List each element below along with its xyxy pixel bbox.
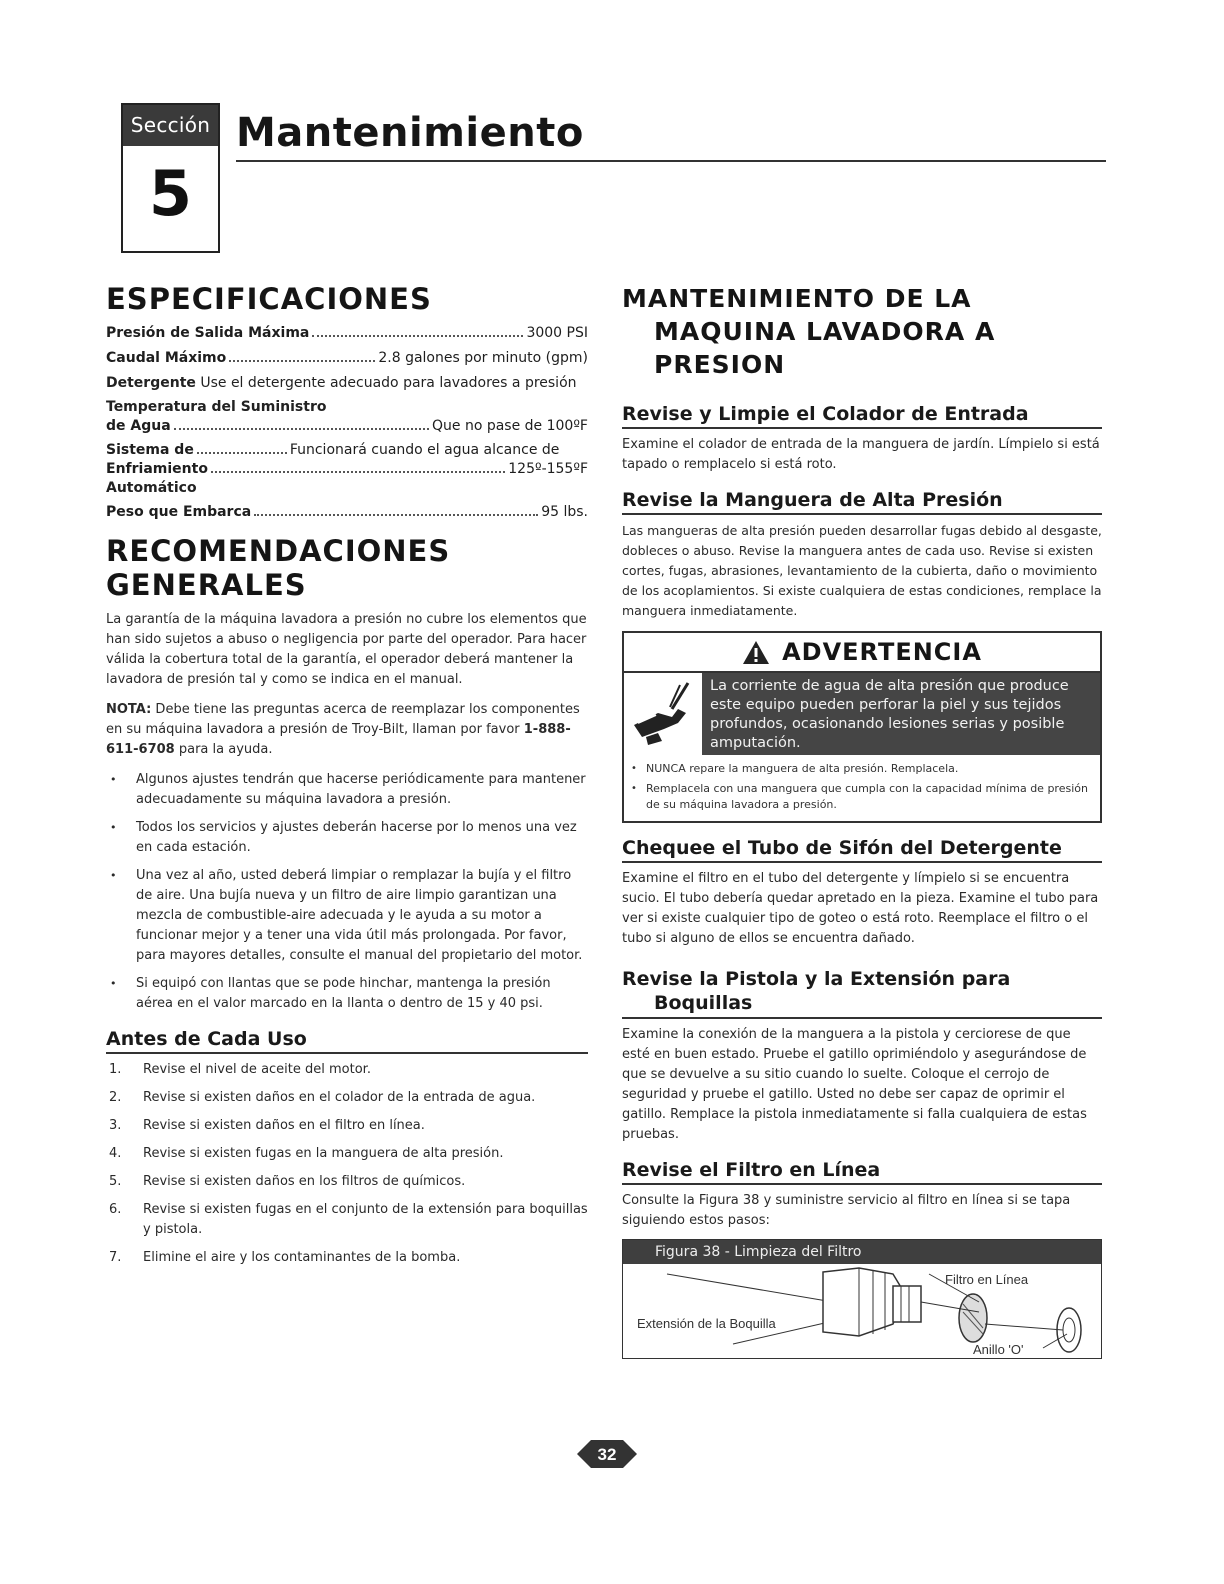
recommendations-list — [106, 770, 588, 1014]
maintenance-heading: MANTENIMIENTO DE LA MAQUINA LAVADORA A PRESION — [622, 284, 996, 379]
spec-value: Que no pase de 100ºF — [432, 418, 588, 434]
filter-diagram — [623, 1264, 1101, 1356]
section-badge — [121, 103, 220, 253]
warning-message: La corriente de agua de alta presión que produce este equipo pueden perforar la piel y sus tejidos profundos, ocasionando lesiones serias y posible amputación. — [702, 673, 1100, 755]
spec-label: Peso que Embarca — [106, 504, 252, 520]
title-divider — [236, 160, 1106, 162]
list-item: • Remplacela con una manguera que cumpla con la capacidad mínima de presión de su máquina lavadora a presión. — [628, 781, 1096, 813]
list-item: 7. Elimine el aire y los contaminantes de la bomba. — [109, 1250, 461, 1265]
strainer-heading: Revise y Limpie el Colador de Entrada — [622, 403, 1102, 429]
spec-row — [106, 374, 588, 393]
list-item: 3. Revise si existen daños en el filtro en línea. — [109, 1118, 425, 1133]
gun-text: Examine la conexión de la manguera a la pistola y cerciorese de que esté en buen estado. Pruebe el gatillo oprimiéndolo y asegurándose de que se devuelve a su sitio cuando lo suelte. Coloque el cerrojo de seguridad y pruebe el gatillo. Usted no debe ser capaz de oprimir el gatillo. Remplace la pistola inmediatamente si falla cualquiera de estas pruebas. — [622, 1027, 1087, 1142]
spec-row — [106, 503, 588, 522]
list-item: 4. Revise si existen fugas en la manguera de alta presión. — [109, 1146, 504, 1161]
page-title: Mantenimiento — [236, 110, 584, 156]
spec-value: 2.8 galones por minuto (gpm) — [378, 350, 588, 366]
spec-label: Enfriamiento — [106, 461, 208, 477]
recommendations-heading: RECOMENDACIONES GENERALES — [106, 534, 451, 602]
left-column — [106, 282, 588, 1276]
specs-heading: ESPECIFICACIONES — [106, 282, 432, 316]
spec-label: Presión de Salida Máxima — [106, 325, 310, 341]
spec-row — [106, 324, 588, 343]
figure-title: Figura 38 - Limpieza del Filtro — [623, 1240, 1101, 1264]
list-item: • Algunos ajustes tendrán que hacerse periódicamente para mantener adecuadamente su máquina lavadora a presión. — [106, 770, 588, 810]
strainer-text: Examine el colador de entrada de la manguera de jardín. Límpielo si está tapado o remplacelo si está roto. — [622, 437, 1100, 472]
spec-row — [106, 349, 588, 368]
note-label: NOTA: — [106, 702, 152, 717]
hose-text: Las mangueras de alta presión pueden desarrollar fugas debido al desgaste, dobleces o abuso. Revise la manguera antes de cada uso. Revise si existen cortes, fugas, abrasiones, levantamiento de la cubierta, daño o movimiento de los acoplamientos. Si existe cualquiera de estas condiciones, remplace la manguera inmediatamente. — [622, 523, 1102, 618]
spec-row — [106, 460, 588, 479]
spec-label: Caudal Máximo — [106, 350, 227, 366]
filter-heading: Revise el Filtro en Línea — [622, 1159, 1102, 1185]
filter-text: Consulte la Figura 38 y suministre servicio al filtro en línea si se tapa siguiendo estos pasos: — [622, 1193, 1071, 1228]
list-item: 2. Revise si existen daños en el colador de la entrada de agua. — [109, 1090, 536, 1105]
before-use-heading: Antes de Cada Uso — [106, 1028, 588, 1054]
figure-38 — [622, 1239, 1102, 1359]
list-item: 6. Revise si existen fugas en el conjunto de la extensión para boquillas y pistola. — [109, 1202, 588, 1237]
label-o-ring: Anillo 'O' — [973, 1342, 1024, 1356]
section-label: Sección — [123, 105, 218, 146]
spec-label: Temperatura del Suministro — [106, 399, 327, 415]
spec-value: Funcionará cuando el agua alcance de — [289, 442, 560, 458]
spec-value: 125º-155ºF — [508, 461, 588, 477]
phone-number: 1-888-611-6708 — [106, 722, 571, 757]
spec-value: 95 lbs. — [541, 504, 588, 520]
list-item: • NUNCA repare la manguera de alta presión. Remplacela. — [628, 761, 1096, 777]
note-paragraph: NOTA: Debe tiene las preguntas acerca de reemplazar los componentes en su máquina lavadora a presión de Troy-Bilt, llaman por favor 1-888-611-6708 para la ayuda. — [106, 702, 580, 757]
spec-row — [106, 417, 588, 436]
warning-list — [624, 755, 1100, 821]
list-item: 1. Revise el nivel de aceite del motor. — [109, 1062, 371, 1077]
warning-triangle-icon — [742, 639, 770, 665]
warning-title: ADVERTENCIA — [782, 638, 982, 666]
hose-heading: Revise la Manguera de Alta Presión — [622, 489, 1102, 515]
spec-label: Detergente — [106, 375, 196, 391]
gun-heading: Revise la Pistola y la Extensión para Boquillas — [622, 967, 1102, 1019]
spec-label: Sistema de — [106, 442, 194, 458]
list-item: • Una vez al año, usted deberá limpiar o remplazar la bujía y el filtro de aire. Una bujía nueva y un filtro de aire limpio garantizan una mezcla de combustible-aire adecuada y le ayuda a su motor a funcionar mejor y a tener una vida útil más prolongada. Por favor, para mayores detalles, consulte el manual del propietario del motor. — [106, 866, 588, 966]
spec-value: 3000 PSI — [526, 325, 588, 341]
siphon-heading: Chequee el Tubo de Sifón del Detergente — [622, 837, 1102, 863]
spec-value: Use el detergente adecuado para lavadores a presión — [200, 375, 577, 391]
label-inline-filter: Filtro en Línea — [945, 1272, 1029, 1287]
list-item: • Si equipó con llantas que se pode hinchar, mantenga la presión aérea en el valor marcado en la llanta o dentro de 15 y 40 psi. — [106, 974, 588, 1014]
before-use-list — [106, 1060, 588, 1268]
spec-label: Automático — [106, 480, 197, 496]
warning-header — [624, 633, 1100, 673]
spray-injury-icon — [624, 673, 702, 755]
right-column — [622, 282, 1102, 1359]
label-nozzle-extension: Extensión de la Boquilla — [637, 1316, 776, 1331]
section-number: 5 — [148, 157, 193, 230]
list-item: • Todos los servicios y ajustes deberán hacerse por lo menos una vez en cada estación. — [106, 818, 588, 858]
siphon-text: Examine el filtro en el tubo del detergente y límpielo si se encuentra sucio. El tubo debería quedar apretado en la pieza. Examine el tubo para ver si existe cualquier tipo de goteo o está roto. Reemplace el filtro o el tubo si alguno de ellos se encuentra dañado. — [622, 871, 1099, 946]
page-number-text: 32 — [597, 1445, 617, 1464]
spec-row — [106, 441, 588, 460]
recommendations-intro: La garantía de la máquina lavadora a presión no cubre los elementos que han sido sujetos a abuso o negligencia por parte del operador. Para hacer válida la cobertura total de la garantía, el operador deberá mantener la lavadora de presión tal y como se indica en el manual. — [106, 612, 587, 687]
list-item: 5. Revise si existen daños en los filtros de químicos. — [109, 1174, 466, 1189]
page-number — [577, 1438, 637, 1470]
warning-box — [622, 631, 1102, 823]
spec-label: de Agua — [106, 418, 171, 434]
